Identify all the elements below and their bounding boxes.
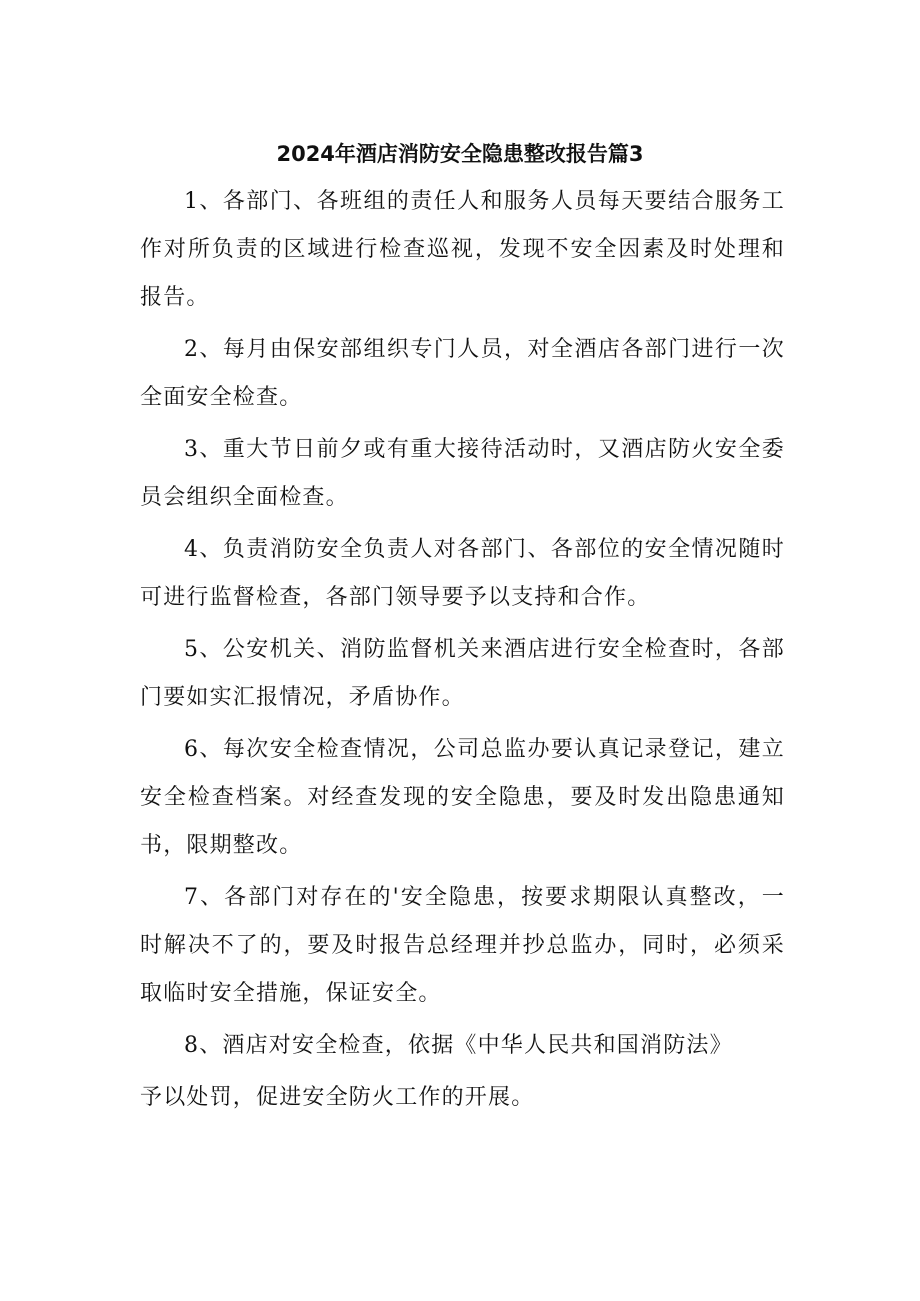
paragraph-1: 1、各部门、各班组的责任人和服务人员每天要结合服务工作对所负责的区域进行检查巡视，发现不安全因素及时处理和报告。 bbox=[140, 189, 785, 310]
document-body bbox=[140, 178, 785, 1126]
paragraph-6: 6、每次安全检查情况，公司总监办要认真记录登记，建立安全检查档案。对经查发现的安全隐患，要及时发出隐患通知书，限期整改。 bbox=[140, 737, 785, 858]
document-title: 2024年酒店消防安全隐患整改报告篇3 bbox=[276, 142, 644, 166]
paragraph-8-continuation: 予以处罚，促进安全防火工作的开展。 bbox=[140, 1085, 535, 1110]
paragraph-4: 4、负责消防安全负责人对各部门、各部位的安全情况随时可进行监督检查，各部门领导要予以支持和合作。 bbox=[140, 537, 785, 610]
paragraph-7: 7、各部门对存在的'安全隐患，按要求期限认真整改，一时解决不了的，要及时报告总经理并抄总监办，同时，必须采取临时安全措施，保证安全。 bbox=[140, 885, 785, 1006]
paragraph-2: 2、每月由保安部组织专门人员，对全酒店各部门进行一次全面安全检查。 bbox=[140, 337, 785, 410]
paragraph-8: 8、酒店对安全检查，依据《中华人民共和国消防法》 bbox=[184, 1033, 733, 1058]
paragraph-3: 3、重大节日前夕或有重大接待活动时，又酒店防火安全委员会组织全面检查。 bbox=[140, 437, 785, 510]
paragraph-5: 5、公安机关、消防监督机关来酒店进行安全检查时，各部门要如实汇报情况，矛盾协作。 bbox=[140, 637, 785, 710]
